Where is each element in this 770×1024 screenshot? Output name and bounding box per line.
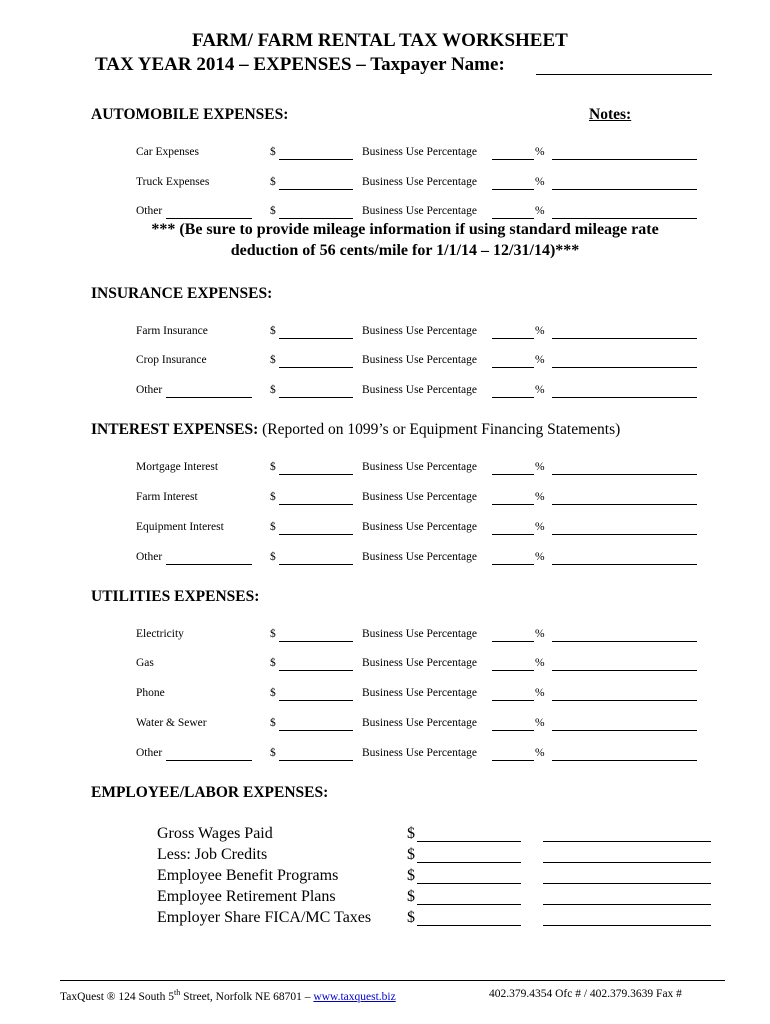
percent-sign: % bbox=[535, 687, 545, 699]
bup-label: Business Use Percentage bbox=[362, 551, 477, 563]
percentage-field[interactable] bbox=[492, 397, 534, 398]
dollar-sign: $ bbox=[270, 717, 276, 729]
dollar-sign: $ bbox=[270, 657, 276, 669]
amount-field[interactable] bbox=[279, 159, 353, 160]
bup-label: Business Use Percentage bbox=[362, 205, 477, 217]
amount-field[interactable] bbox=[279, 474, 353, 475]
bup-label: Business Use Percentage bbox=[362, 176, 477, 188]
row-label: Farm Interest bbox=[136, 491, 198, 503]
dollar-sign: $ bbox=[270, 354, 276, 366]
amount-field[interactable] bbox=[279, 670, 353, 671]
footer-company: TaxQuest ® 124 South 5 bbox=[60, 990, 174, 1003]
notes-field[interactable] bbox=[552, 504, 697, 505]
dollar-sign: $ bbox=[270, 747, 276, 759]
website-link[interactable]: www.taxquest.biz bbox=[313, 990, 396, 1003]
dollar-sign: $ bbox=[270, 205, 276, 217]
amount-field[interactable] bbox=[279, 218, 353, 219]
percentage-field[interactable] bbox=[492, 700, 534, 701]
row-label: Farm Insurance bbox=[136, 325, 208, 337]
other-description-field[interactable] bbox=[166, 760, 252, 761]
notes-field[interactable] bbox=[552, 564, 697, 565]
dollar-sign: $ bbox=[270, 491, 276, 503]
notes-field[interactable] bbox=[552, 534, 697, 535]
row-label: Water & Sewer bbox=[136, 717, 207, 729]
percent-sign: % bbox=[535, 205, 545, 217]
percent-sign: % bbox=[535, 461, 545, 473]
notes-field[interactable] bbox=[552, 397, 697, 398]
row-label: Mortgage Interest bbox=[136, 461, 219, 473]
amount-field[interactable] bbox=[279, 397, 353, 398]
amount-field[interactable] bbox=[417, 841, 521, 842]
bup-label: Business Use Percentage bbox=[362, 657, 477, 669]
dollar-sign: $ bbox=[407, 888, 415, 905]
percentage-field[interactable] bbox=[492, 504, 534, 505]
percent-sign: % bbox=[535, 325, 545, 337]
amount-field[interactable] bbox=[279, 641, 353, 642]
amount-field[interactable] bbox=[417, 904, 521, 905]
section-title-interest bbox=[91, 421, 620, 439]
percentage-field[interactable] bbox=[492, 670, 534, 671]
notes-field[interactable] bbox=[552, 641, 697, 642]
row-label: Equipment Interest bbox=[136, 521, 224, 533]
section-title-insurance: INSURANCE EXPENSES: bbox=[91, 285, 273, 302]
percent-sign: % bbox=[535, 717, 545, 729]
dollar-sign: $ bbox=[270, 176, 276, 188]
amount-field[interactable] bbox=[417, 862, 521, 863]
row-label: Employee Benefit Programs bbox=[157, 867, 339, 884]
notes-field[interactable] bbox=[543, 883, 711, 884]
amount-field[interactable] bbox=[279, 367, 353, 368]
percent-sign: % bbox=[535, 521, 545, 533]
section-subtitle-interest: (Reported on 1099’s or Equipment Financing Statements) bbox=[258, 421, 621, 438]
bup-label: Business Use Percentage bbox=[362, 384, 477, 396]
percentage-field[interactable] bbox=[492, 534, 534, 535]
row-label: Employer Share FICA/MC Taxes bbox=[157, 909, 372, 926]
dollar-sign: $ bbox=[407, 825, 415, 842]
percentage-field[interactable] bbox=[492, 338, 534, 339]
bup-label: Business Use Percentage bbox=[362, 717, 477, 729]
amount-field[interactable] bbox=[279, 189, 353, 190]
other-description-field[interactable] bbox=[166, 397, 252, 398]
section-title-interest-text: INTEREST EXPENSES: bbox=[91, 421, 259, 438]
bup-label: Business Use Percentage bbox=[362, 146, 477, 158]
section-title-automobile: AUTOMOBILE EXPENSES: bbox=[91, 106, 289, 123]
bup-label: Business Use Percentage bbox=[362, 461, 477, 473]
mileage-note-line1: *** (Be sure to provide mileage information if using standard mileage rate bbox=[151, 221, 659, 238]
notes-field[interactable] bbox=[552, 189, 697, 190]
notes-field[interactable] bbox=[552, 159, 697, 160]
form-subtitle: TAX YEAR 2014 – EXPENSES – Taxpayer Name: bbox=[95, 54, 505, 75]
notes-field[interactable] bbox=[552, 730, 697, 731]
percent-sign: % bbox=[535, 176, 545, 188]
amount-field[interactable] bbox=[279, 564, 353, 565]
bup-label: Business Use Percentage bbox=[362, 687, 477, 699]
percent-sign: % bbox=[535, 491, 545, 503]
amount-field[interactable] bbox=[279, 730, 353, 731]
row-label: Gas bbox=[136, 657, 154, 669]
amount-field[interactable] bbox=[279, 700, 353, 701]
taxpayer-name-field[interactable] bbox=[536, 74, 712, 75]
footer-phone: 402.379.4354 Ofc # / 402.379.3639 Fax # bbox=[489, 988, 682, 1000]
amount-field[interactable] bbox=[417, 925, 521, 926]
percentage-field[interactable] bbox=[492, 218, 534, 219]
row-label: Employee Retirement Plans bbox=[157, 888, 336, 905]
amount-field[interactable] bbox=[279, 504, 353, 505]
dollar-sign: $ bbox=[270, 628, 276, 640]
notes-field[interactable] bbox=[552, 700, 697, 701]
dollar-sign: $ bbox=[270, 146, 276, 158]
footer-street: Street, Norfolk NE 68701 – bbox=[180, 990, 314, 1003]
dollar-sign: $ bbox=[270, 384, 276, 396]
footer-address bbox=[60, 988, 396, 1003]
bup-label: Business Use Percentage bbox=[362, 628, 477, 640]
percentage-field[interactable] bbox=[492, 641, 534, 642]
row-label: Other bbox=[136, 384, 163, 396]
percent-sign: % bbox=[535, 384, 545, 396]
row-label: Gross Wages Paid bbox=[157, 825, 273, 842]
percentage-field[interactable] bbox=[492, 159, 534, 160]
notes-field[interactable] bbox=[552, 218, 697, 219]
percentage-field[interactable] bbox=[492, 760, 534, 761]
notes-field[interactable] bbox=[552, 670, 697, 671]
percentage-field[interactable] bbox=[492, 564, 534, 565]
amount-field[interactable] bbox=[279, 338, 353, 339]
notes-field[interactable] bbox=[543, 841, 711, 842]
notes-field[interactable] bbox=[543, 862, 711, 863]
notes-field[interactable] bbox=[543, 904, 711, 905]
dollar-sign: $ bbox=[270, 325, 276, 337]
other-description-field[interactable] bbox=[166, 218, 252, 219]
notes-field[interactable] bbox=[552, 760, 697, 761]
form-title: FARM/ FARM RENTAL TAX WORKSHEET bbox=[192, 30, 568, 51]
row-label: Electricity bbox=[136, 628, 184, 640]
mileage-note-line2: deduction of 56 cents/mile for 1/1/14 – 12/31/14)*** bbox=[230, 242, 580, 259]
dollar-sign: $ bbox=[407, 909, 415, 926]
bup-label: Business Use Percentage bbox=[362, 491, 477, 503]
percent-sign: % bbox=[535, 551, 545, 563]
amount-field[interactable] bbox=[417, 883, 521, 884]
percentage-field[interactable] bbox=[492, 474, 534, 475]
dollar-sign: $ bbox=[270, 551, 276, 563]
percent-sign: % bbox=[535, 657, 545, 669]
bup-label: Business Use Percentage bbox=[362, 747, 477, 759]
section-title-utilities: UTILITIES EXPENSES: bbox=[91, 588, 260, 605]
section-title-employee: EMPLOYEE/LABOR EXPENSES: bbox=[91, 784, 329, 801]
dollar-sign: $ bbox=[270, 687, 276, 699]
other-description-field[interactable] bbox=[166, 564, 252, 565]
row-label: Less: Job Credits bbox=[157, 846, 268, 863]
dollar-sign: $ bbox=[270, 461, 276, 473]
bup-label: Business Use Percentage bbox=[362, 354, 477, 366]
notes-label: Notes: bbox=[589, 106, 632, 123]
notes-field[interactable] bbox=[543, 925, 711, 926]
percentage-field[interactable] bbox=[492, 189, 534, 190]
amount-field[interactable] bbox=[279, 760, 353, 761]
percent-sign: % bbox=[535, 628, 545, 640]
percent-sign: % bbox=[535, 747, 545, 759]
row-label: Other bbox=[136, 747, 163, 759]
percent-sign: % bbox=[535, 146, 545, 158]
percentage-field[interactable] bbox=[492, 730, 534, 731]
row-label: Other bbox=[136, 205, 163, 217]
notes-field[interactable] bbox=[552, 367, 697, 368]
notes-field[interactable] bbox=[552, 474, 697, 475]
dollar-sign: $ bbox=[407, 867, 415, 884]
percent-sign: % bbox=[535, 354, 545, 366]
row-label: Crop Insurance bbox=[136, 354, 207, 366]
dollar-sign: $ bbox=[407, 846, 415, 863]
row-label: Truck Expenses bbox=[136, 176, 210, 188]
bup-label: Business Use Percentage bbox=[362, 521, 477, 533]
notes-field[interactable] bbox=[552, 338, 697, 339]
row-label: Other bbox=[136, 551, 163, 563]
row-label: Car Expenses bbox=[136, 146, 199, 158]
dollar-sign: $ bbox=[270, 521, 276, 533]
footer-divider bbox=[60, 980, 725, 981]
footer-sup: th bbox=[173, 988, 181, 997]
amount-field[interactable] bbox=[279, 534, 353, 535]
percentage-field[interactable] bbox=[492, 367, 534, 368]
row-label: Phone bbox=[136, 687, 165, 699]
bup-label: Business Use Percentage bbox=[362, 325, 477, 337]
